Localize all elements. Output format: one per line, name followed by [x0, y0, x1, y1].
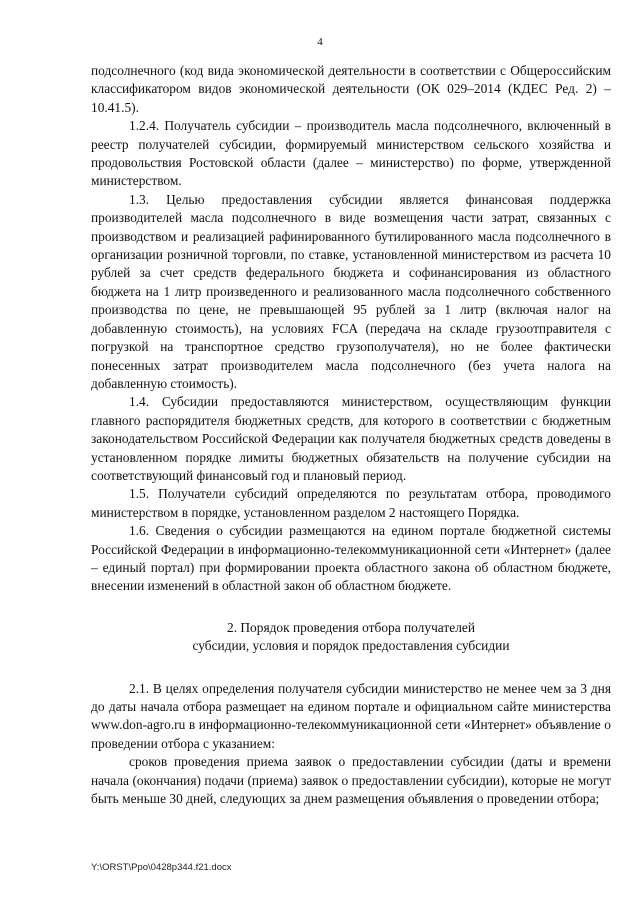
footer-file-path: Y:\ORST\Ppo\0428p344.f21.docx	[91, 862, 232, 873]
section-2-heading	[91, 619, 611, 656]
section-heading-line-2: субсидии, условия и порядок предоставления субсидии	[192, 638, 510, 654]
paragraph-2-1-item-1: сроков проведения приема заявок о предоставлении субсидии (даты и времени начала (окончания) подачи (приема) заявок о предоставлении субсидии), которые не могут быть меньше 30 дней, следующих за днем размещения объявления о проведении отбора;	[91, 754, 611, 807]
document-body	[91, 62, 611, 808]
paragraph-1-2-4: 1.2.4. Получатель субсидии – производитель масла подсолнечного, включенный в реестр получателей субсидии, формируемый министерством сельского хозяйства и продовольствия Ростовской области (далее – министерство) по форме, утвержденной министерством.	[91, 118, 611, 189]
paragraph-2-1: 2.1. В целях определения получателя субсидии министерство не менее чем за 3 дня до даты начала отбора размещает на едином портале и официальном сайте министерства www.don-agro.ru в информационно-телекоммуникационной сети «Интернет» объявление о проведении отбора с указанием:	[91, 680, 611, 751]
paragraph-continuation: подсолнечного (код вида экономической деятельности в соответствии с Общероссийским классификатором видов экономической деятельности (ОК 029–2014 (КДЕС Ред. 2) – 10.41.5).	[91, 63, 611, 115]
paragraph-1-5: 1.5. Получатели субсидий определяются по результатам отбора, проводимого министерством в порядке, установленном разделом 2 настоящего Порядка.	[91, 486, 611, 520]
section-heading-line-1: 2. Порядок проведения отбора получателей	[227, 619, 475, 635]
paragraph-1-3: 1.3. Целью предоставления субсидии является финансовая поддержка производителей масла подсолнечного в виде возмещения части затрат, связанных с производством и реализацией рафинированного бутилированного масла подсолнечного в организации розничной торговли, по ставке, установленной министерством из расчета 10 рублей за счет средств федерального бюджета и софинансирования из областного бюджета на 1 литр произведенного и реализованного масла подсолнечного собственного производства по цене, не превышающей 95 рублей за 1 литр (включая налог на добавленную стоимость), на условиях FCA (передача на складе грузоотправителя с погрузкой на транспортное средство грузополучателя), но не более фактически понесенных затрат производителем масла подсолнечного (без учета налога на добавленную стоимость).	[91, 191, 611, 391]
paragraph-1-6: 1.6. Сведения о субсидии размещаются на едином портале бюджетной системы Российской Федерации в информационно-телекоммуникационной сети «Интернет» (далее – единый портал) при формировании проекта областного закона об областном бюджете, внесении изменений в областной закон об областном бюджете.	[91, 523, 611, 594]
page-number: 4	[317, 36, 323, 48]
paragraph-1-4: 1.4. Субсидии предоставляются министерством, осуществляющим функции главного распорядителя бюджетных средств, для которого в соответствии с бюджетным законодательством Российской Федерации как получателя бюджетных средств доведены в установленном порядке лимиты бюджетных обязательств на получение субсидии на соответствующий финансовый год и плановый период.	[91, 394, 611, 483]
